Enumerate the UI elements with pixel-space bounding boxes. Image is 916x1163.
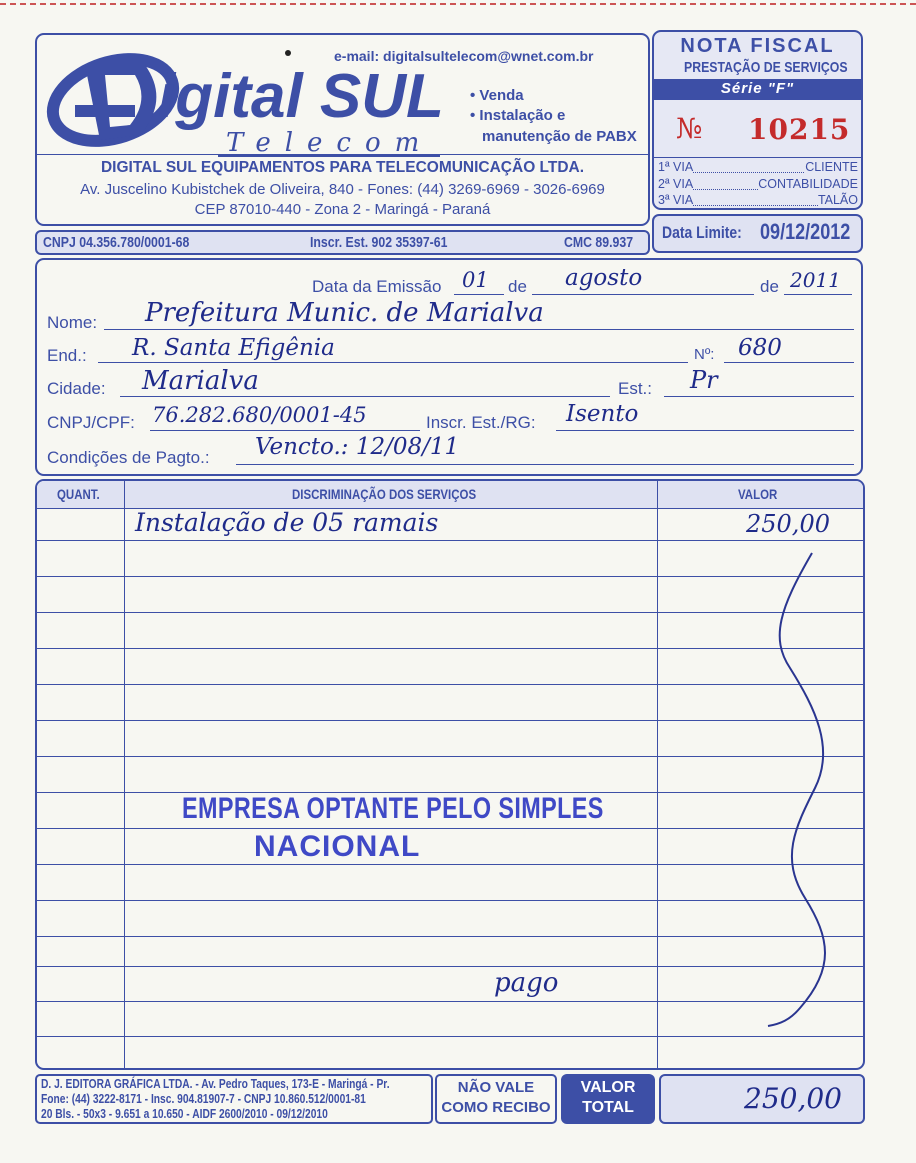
perforation-line (0, 3, 916, 5)
estado-label: Est.: (618, 379, 653, 398)
logo-subtitle: Telecom (226, 128, 434, 158)
cidade-label: Cidade: (47, 379, 106, 398)
data-limite-label: Data Limite: (662, 223, 742, 242)
via-1-dest: CLIENTE (805, 160, 858, 174)
estado-value: Pr (690, 366, 718, 394)
pago-note: pago (494, 968, 559, 998)
table-rule (36, 648, 865, 649)
cmc-text: CMC 89.937 (564, 234, 634, 251)
mes-line (532, 294, 754, 295)
inscr-rg-label: Inscr. Est./RG: (426, 413, 536, 432)
col-divider-qty (124, 481, 125, 1068)
via-2-dest: CONTABILIDADE (758, 177, 858, 191)
end-value: R. Santa Efigênia (132, 335, 335, 361)
nome-label: Nome: (47, 313, 98, 332)
via-1 (658, 160, 858, 176)
email-text: e-mail: digitalsultelecom@wnet.com.br (334, 48, 594, 64)
table-rule (36, 756, 865, 757)
inscr-rg-line (556, 430, 854, 431)
mes-value: agosto (565, 265, 643, 291)
header-quant: QUANT. (57, 486, 100, 502)
header-discriminacao: DISCRIMINAÇÃO DOS SERVIÇOS (292, 486, 477, 502)
cancel-stroke (760, 548, 840, 1028)
service-instalacao: • Instalação e (470, 107, 566, 124)
table-rule (36, 720, 865, 721)
logo-underline (218, 155, 440, 157)
nota-number: 10215 (748, 113, 851, 146)
table-rule (36, 966, 865, 967)
via-3 (658, 193, 858, 209)
condicoes-line (236, 464, 854, 465)
nota-fiscal-subtitle: PRESTAÇÃO DE SERVIÇOS (684, 59, 848, 76)
condicoes-value: Vencto.: 12/08/11 (255, 434, 460, 460)
service-venda: • Venda (470, 87, 524, 104)
vias-divider (652, 157, 863, 158)
via-3-label: 3ª VIA (658, 193, 694, 207)
row-1-description: Instalação de 05 ramais (135, 508, 439, 537)
ano-value: 2011 (790, 268, 841, 292)
de-label-2: de (760, 277, 779, 296)
numero-label: Nº: (694, 346, 715, 363)
company-address: Av. Juscelino Kubistchek de Oliveira, 840 - Fones: (44) 3269-6969 - 3026-6969 (80, 181, 605, 198)
cidade-value: Marialva (142, 366, 259, 396)
header-valor: VALOR (738, 486, 778, 502)
logo-wordmark: igital SUL (158, 62, 444, 131)
via-2 (658, 177, 858, 193)
table-rule (36, 540, 865, 541)
via-1-label: 1ª VIA (658, 160, 694, 174)
table-rule (36, 612, 865, 613)
inscr-rg-value: Isento (566, 401, 639, 427)
end-line (98, 362, 688, 363)
printer-line-2: Fone: (44) 3222-8171 - Insc. 904.81907-7 - CNPJ 10.860.512/0001-81 (41, 1092, 366, 1106)
nome-line (104, 329, 854, 330)
printer-line-1: D. J. EDITORA GRÁFICA LTDA. - Av. Pedro Taques, 173-E - Maringá - Pr. (41, 1077, 390, 1091)
nome-value: Prefeitura Munic. de Marialva (145, 298, 544, 328)
service-manutencao: manutenção de PABX (482, 128, 637, 145)
data-emissao-label: Data da Emissão (312, 277, 442, 296)
services-table (35, 479, 865, 1070)
nao-vale-line-1: NÃO VALE (457, 1079, 535, 1096)
data-limite-value: 09/12/2012 (760, 219, 851, 244)
serie-text: Série "F" (720, 80, 795, 97)
row-1-value: 250,00 (746, 510, 830, 538)
end-label: End.: (47, 346, 87, 365)
inscr-est-text: Inscr. Est. 902 35397-61 (310, 234, 448, 251)
condicoes-label: Condições de Pagto.: (47, 448, 210, 467)
numero-line (724, 362, 854, 363)
valor-total-line-1: VALOR (580, 1079, 636, 1096)
numero-symbol: № (676, 112, 703, 145)
cnpj-cpf-value: 76.282.680/0001-45 (152, 403, 367, 427)
nao-vale-line-2: COMO RECIBO (441, 1099, 551, 1116)
company-cep: CEP 87010-440 - Zona 2 - Maringá - Paraná (194, 201, 491, 218)
table-rule (36, 828, 865, 829)
cnpj-cpf-label: CNPJ/CPF: (47, 413, 135, 432)
table-rule (36, 900, 865, 901)
valor-total-line-2: TOTAL (582, 1099, 634, 1116)
simples-stamp-line-2: NACIONAL (254, 830, 421, 863)
table-rule (36, 1001, 865, 1002)
dia-value: 01 (462, 268, 489, 292)
valor-total-value: 250,00 (744, 1082, 842, 1115)
printer-line-3: 20 Bls. - 50x3 - 9.651 a 10.650 - AIDF 2600/2010 - 09/12/2010 (41, 1107, 328, 1121)
table-rule (36, 576, 865, 577)
dia-line (454, 294, 504, 295)
cnpj-text: CNPJ 04.356.780/0001-68 (43, 234, 190, 251)
cnpj-cpf-line (150, 430, 420, 431)
via-3-dest: TALÃO (817, 193, 858, 207)
via-2-label: 2ª VIA (658, 177, 694, 191)
nota-fiscal-title: NOTA FISCAL (680, 35, 835, 57)
de-label-1: de (508, 277, 527, 296)
company-name: DIGITAL SUL EQUIPAMENTOS PARA TELECOMUNICAÇÃO LTDA. (100, 159, 585, 176)
cidade-line (120, 396, 610, 397)
simples-stamp-line-1: EMPRESA OPTANTE PELO SIMPLES (182, 792, 604, 825)
table-rule (36, 936, 865, 937)
col-divider-value (657, 481, 658, 1068)
numero-value: 680 (738, 335, 782, 361)
table-rule (36, 1036, 865, 1037)
estado-line (664, 396, 854, 397)
table-rule (36, 684, 865, 685)
ano-line (784, 294, 852, 295)
dot-marker (285, 50, 291, 56)
header-divider (35, 154, 650, 155)
table-rule (36, 864, 865, 865)
